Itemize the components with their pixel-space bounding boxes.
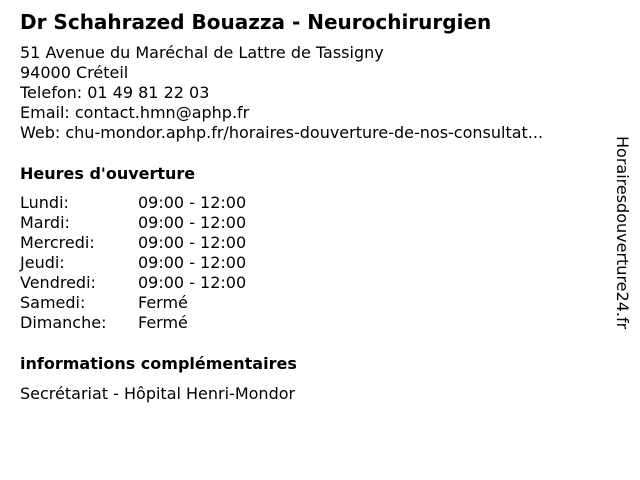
phone-line: Telefon: 01 49 81 22 03 <box>20 83 210 102</box>
address-city: 94000 Créteil <box>20 63 129 82</box>
hours-time: Fermé <box>138 293 188 312</box>
hours-time: 09:00 - 12:00 <box>138 193 247 212</box>
hours-day: Dimanche: <box>20 313 107 332</box>
hours-row-saturday <box>20 293 246 313</box>
hours-time: 09:00 - 12:00 <box>138 253 247 272</box>
hours-table <box>20 193 246 333</box>
info-text: Secrétariat - Hôpital Henri-Mondor <box>20 384 296 403</box>
hours-time: 09:00 - 12:00 <box>138 233 247 252</box>
hours-row-tuesday <box>20 213 246 233</box>
info-heading: informations complémentaires <box>20 354 297 373</box>
hours-heading: Heures d'ouverture <box>20 164 196 183</box>
hours-day: Vendredi: <box>20 273 96 292</box>
watermark-text: Horairesdouverture24.fr <box>613 136 632 330</box>
hours-day: Mercredi: <box>20 233 95 252</box>
hours-day: Lundi: <box>20 193 69 212</box>
page-title: Dr Schahrazed Bouazza - Neurochirurgien <box>20 10 492 34</box>
web-line: Web: chu-mondor.aphp.fr/horaires-douverture-de-nos-consultat... <box>20 123 544 142</box>
hours-day: Mardi: <box>20 213 70 232</box>
hours-row-friday <box>20 273 246 293</box>
hours-day: Jeudi: <box>20 253 65 272</box>
hours-time: 09:00 - 12:00 <box>138 273 247 292</box>
address-street: 51 Avenue du Maréchal de Lattre de Tassigny <box>20 43 384 62</box>
hours-row-monday <box>20 193 246 213</box>
hours-row-wednesday <box>20 233 246 253</box>
contact-block <box>20 43 600 143</box>
hours-row-thursday <box>20 253 246 273</box>
email-line: Email: contact.hmn@aphp.fr <box>20 103 250 122</box>
hours-time: 09:00 - 12:00 <box>138 213 247 232</box>
hours-day: Samedi: <box>20 293 86 312</box>
hours-time: Fermé <box>138 313 188 332</box>
hours-row-sunday <box>20 313 246 333</box>
